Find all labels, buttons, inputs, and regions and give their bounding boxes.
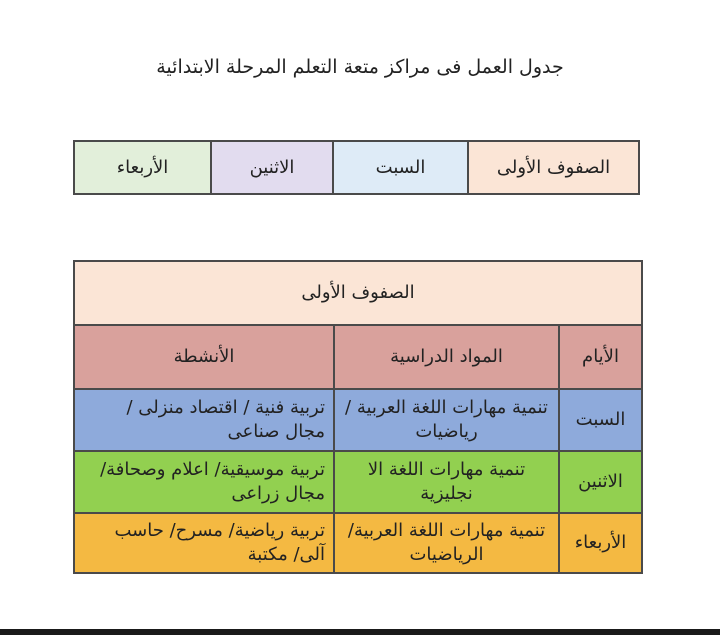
page-title: جدول العمل فى مراكز متعة التعلم المرحلة الابتدائية: [156, 56, 564, 78]
row-subjects: تنمية مهارات اللغة الا نجليزية: [334, 451, 559, 513]
col-activities: الأنشطة: [74, 325, 334, 389]
table-header: الصفوف الأولى: [74, 261, 642, 325]
bottom-border: [0, 629, 720, 635]
legend-monday: الاثنين: [210, 142, 332, 193]
row-subjects: تنمية مهارات اللغة العربية / رياضيات: [334, 389, 559, 451]
schedule-table: [73, 260, 643, 574]
days-legend: [73, 140, 640, 195]
table-row: [74, 451, 642, 513]
legend-wednesday: الأربعاء: [75, 142, 210, 193]
col-subjects: المواد الدراسية: [334, 325, 559, 389]
row-activities: تربية موسيقية/ اعلام وصحافة/ مجال زراعى: [74, 451, 334, 513]
column-headers-row: [74, 325, 642, 389]
table-row: [74, 513, 642, 573]
table-row: [74, 389, 642, 451]
row-activities: تربية رياضية/ مسرح/ حاسب آلى/ مكتبة: [74, 513, 334, 573]
row-day: الاثنين: [559, 451, 642, 513]
row-day: الأربعاء: [559, 513, 642, 573]
legend-grade: الصفوف الأولى: [467, 142, 638, 193]
row-activities: تربية فنية / اقتصاد منزلى / مجال صناعى: [74, 389, 334, 451]
row-subjects: تنمية مهارات اللغة العربية/ الرياضيات: [334, 513, 559, 573]
row-day: السبت: [559, 389, 642, 451]
table-header-row: [74, 261, 642, 325]
col-days: الأيام: [559, 325, 642, 389]
legend-saturday: السبت: [332, 142, 467, 193]
